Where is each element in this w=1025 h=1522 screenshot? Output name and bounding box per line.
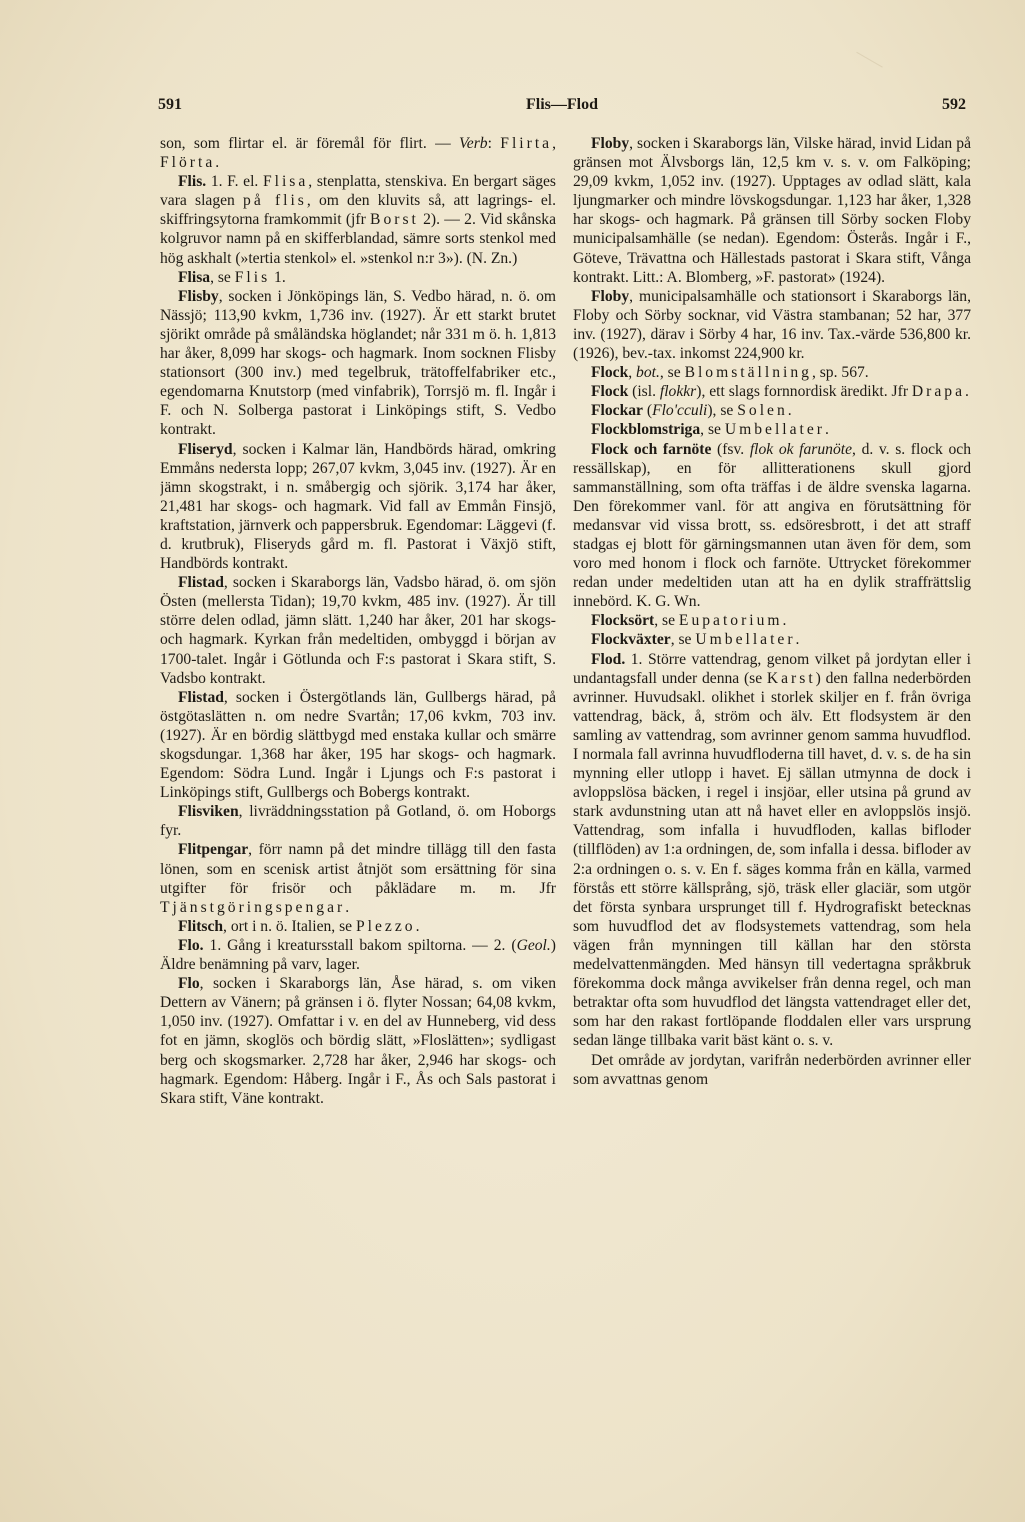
paper-mark [847, 52, 882, 83]
entry-flo-1: Flo. 1. Gång i kreatursstall bakom spiltorna. — 2. (Geol.) Äldre benämning på varv, lager. [160, 936, 556, 974]
entry-flitpengar: Flitpengar, förr namn på det mindre tillägg till den fasta lönen, som en scenisk artist åtnjöt som ersättning för sina utgifter för frisör och påklädare m. m. Jfr Tjänstgöringspengar. [160, 841, 556, 916]
cross-reference: Eupatorium [678, 612, 783, 630]
entry-flistad-skaraborg: Flistad, socken i Skaraborgs län, Vadsbo härad, ö. om sjön Östen (mellersta Tidan); 19,70 kvkm, 485 inv. (1927). Är till större delen odlad, jämn slätt. 1,240 har åker, 201 har skogs- och hagmark. Kyrkan från medeltiden, ombyggd i början av 1700-talet. Ingår i Götlunda och F:s pastorat i Skara stift, S. Vadsbo kontrakt. [160, 574, 556, 687]
headword: Flisviken [178, 803, 239, 821]
entry-flisviken: Flisviken, livräddningsstation på Gotland, ö. om Hoborgs fyr. [160, 803, 556, 840]
headword: Fliseryd [178, 440, 233, 458]
page-number-left: 591 [158, 96, 182, 113]
running-title: Flis—Flod [525, 96, 598, 113]
headword: Flod. [591, 650, 626, 668]
entry-flisa: Flisa, se Flis 1. [178, 268, 286, 286]
page-header [158, 96, 966, 120]
headword: Flistad [178, 688, 224, 706]
entry-flirt-continuation: son, som flirtar el. är föremål för flirt. — Verb: Flirta, Flörta. [160, 135, 556, 172]
entry-flod: Flod. 1. Större vattendrag, genom vilket på jordytan eller i undantagsfall under denna (se Karst) den fallna nederbörden avrinner. Huvudsakl. olikhet i storlek skiljer en f. från övriga vattendrag, bäck, å, ström och älv. Ett flodsystem är den samling av vattendrag, som avrinner genom samma huvudflod. I normala fall avrinna huvudfloderna till havet, d. v. s. de ha sin mynning eller utlopp i havet. Ej sällan utmynna de dock i avloppslösa bäcken, i regel i insjöar, eller utsina på grund av stark avdunstning utan att nå havet eller en avloppslös insjö. Vattendrag, som infalla i huvudfloden, kallas bifloder (tillflöden) av 1:a ordningen, de, som infalla i dessa. bifloder av 2:a ordningen o. s. v. En f. säges komma från en källa, varmed förstås ett större källsprång, sjö, träsk eller glaciär, som utgör det första synbara ursprunget till f. Hydrografiskt betecknas som huvudflod det av flodsystemets vattendrag, som hela vägen från mynningen till källan har den största medelvattenmängden. Med hänsyn till vedertagna språkbruk förekomma dock många avvikelser från denna regel, och man betraktar ofta som huvudflod det längsta vattendraget eller det, som har den rakast fortlöpande floddalen eller vars ursprung sedan länge tillbaka varit bäst känt o. s. v. [573, 650, 971, 1050]
entry-flock-och-farnote: Flock och farnöte (fsv. flok ok farunöte, d. v. s. flock och ressällskap), en för allitterationens skull gjord sammanställning, som ofta träffas i de äldre svenska lagarna. Den förekommer vanl. för att angiva en förutsättning för medansvar vid vissa brott, ss. edsöresbrott, i det att straff stadgas ej blott för gärningsmannen utan även för dem, som voro med honom i flock och farnöte. Uttrycket förekommer redan under medeltiden utan att ha en dylik straffrättslig innebörd. K. G. Wn. [573, 440, 971, 611]
entry-flisby: Flisby, socken i Jönköpings län, S. Vedbo härad, n. ö. om Nässjö; 113,90 kvkm, 1,736 inv. (1927). Är ett starkt brutet sjörikt område på småländska höglandet; når 331 m ö. h. 1,813 har åker, 8,099 har skogs- och hagmark. Inom socknen Flisby stationsort (300 inv.) med tegelbruk, trätoffelfabriker etc., egendomarna Knutstorp (med vinfabrik), Torrsjö m. fl. Ingår i F. och N. Solberga pastorat i Linköpings stift, S. Vedbo kontrakt. [160, 287, 556, 439]
entry-floby-municipal: Floby, municipalsamhälle och stationsort i Skaraborgs län, Floby och Sörby socknar, vid Västra stambanan; 52 har, 377 inv. (1927), därav i Sörby 4 har, 16 inv. Tax.-värde 536,800 kr. (1926), bev.-tax. inkomst 224,900 kr. [573, 287, 971, 363]
cross-reference: Plezzo [356, 917, 416, 935]
cross-reference: Blomställning [684, 364, 812, 382]
headword: Flisa [178, 268, 211, 286]
page-number-right: 592 [942, 96, 966, 113]
headword: Flitpengar [178, 841, 249, 859]
entry-flis: Flis. 1. F. el. Flisa, stenplatta, stenskiva. En bergart säges vara slagen på flis, om den kluvits så, att lagrings- el. skiffringsytorna framkommit (jfr Borst 2). — 2. Vid skånska kolgruvor namn på en skifferblandad, sämre sorts stenkol med hög askhalt (»tertia stenkol» el. »stenkol n:r 3»). (N. Zn.) [160, 173, 556, 267]
entry-flock-isl: Flock (isl. flokkr), ett slags fornnordisk äredikt. Jfr Drapa. [591, 383, 969, 401]
cross-reference: Borst [370, 211, 419, 229]
headword: Flockblomstriga [591, 421, 701, 439]
entry-flock-bot: Flock, bot., se Blomställning, sp. 567. [591, 364, 869, 382]
headword: Flisby [178, 287, 219, 305]
cross-reference: Solen [737, 402, 788, 420]
headword: Flock och farnöte [591, 440, 712, 458]
cross-reference: Umbellater [695, 631, 796, 649]
entry-floby-socken: Floby, socken i Skaraborgs län, Vilske härad, invid Lidan på gränsen mot Älvsborgs län, 12,5 km v. s. v. om Falköping; 29,09 kvkm, 1,052 inv. (1927). Upptages av odlad slätt, kala ljungmarker och mindre lövskogsdungar. 1,123 har åker, 1,328 har skogs- och hagmark. På gränsen till Sörby socken Floby municipalsamhälle (se nedan). Egendom: Österås. Ingår i F., Göteve, Trävattna och Hällestads pastorat i Skara stift, Vånga kontrakt. Litt.: A. Blomberg, »F. pastorat» (1924). [573, 135, 971, 286]
headword: Flistad [178, 574, 224, 592]
headword: Flitsch [178, 917, 224, 935]
cross-reference: Flis [234, 268, 271, 286]
left-column [160, 134, 556, 1374]
headword: Floby [591, 135, 630, 152]
entry-fliseryd: Fliseryd, socken i Kalmar län, Handbörds härad, omkring Emmåns nedersta lopp; 267,07 kvkm, 3,045 inv. (1927). Är en jämn skogstrakt, i n. småbergig och sjörik. 3,174 har åker, 21,481 har skogs- och hagmark. Vid fall av Emmån Finsjö, kraftstation, järnverk och pappersbruk. Egendomar: Läggevi (f. d. krutbruk), Fliseryds gård m. fl. Pastorat i Växjö stift, Handbörds kontrakt. [160, 440, 556, 573]
cross-reference: Tjänstgöringspengar [160, 898, 346, 916]
headword: Flocksört [591, 612, 655, 630]
headword: Flockväxter [591, 631, 671, 649]
headword: Flock [591, 364, 629, 382]
entry-flistad-ostergotland: Flistad, socken i Östergötlands län, Gullbergs härad, på östgötaslätten n. om nedre Svartån; 17,06 kvkm, 703 inv. (1927). Är en bördig slättbygd med enstaka kullar och smärre skogsdungar. 1,368 har åker, 195 har skogs- och hagmark. Egendom: Södra Lund. Ingår i Ljungs och F:s pastorat i Linköpings stift, Gullbergs och Bobergs kontrakt. [160, 688, 556, 802]
cross-reference: Drapa [911, 383, 966, 401]
right-column [573, 134, 971, 1374]
entry-flocksort: Flocksört, se Eupatorium. [591, 612, 787, 630]
headword: Flo. [178, 936, 204, 954]
headword: Flock [591, 383, 629, 401]
cross-reference: Karst [766, 669, 816, 687]
entry-flockblomstriga: Flockblomstriga, se Umbellater. [591, 421, 829, 439]
entry-flockar: Flockar (Flo'cculi), se Solen. [591, 402, 792, 420]
headword: Flis. [178, 173, 207, 191]
cross-reference: Umbellater [724, 421, 825, 439]
entry-flockvaxter: Flockväxter, se Umbellater. [591, 631, 800, 649]
headword: Flo [178, 975, 200, 993]
headword: Floby [591, 287, 630, 305]
entry-flod-continuation: Det område av jordytan, varifrån nederbörden avrinner eller som avvattnas genom [573, 1051, 971, 1088]
headword: Flockar [591, 402, 643, 420]
entry-flo-socken: Flo, socken i Skaraborgs län, Åse härad, s. om viken Dettern av Vänern; på gränsen i ö. flyter Nossan; 64,08 kvkm, 1,050 inv. (1927). Omfattar i v. en del av Hunneberg, vid dess fot en jämn, skoglös och bördig slätt, »Floslätten»; sydligast berg och skogsmarker. 2,728 har åker, 2,946 har skogs- och hagmark. Egendom: Håberg. Ingår i F., Ås och Sals pastorat i Skara stift, Väne kontrakt. [160, 975, 556, 1107]
entry-flitsch: Flitsch, ort i n. ö. Italien, se Plezzo. [178, 917, 420, 935]
